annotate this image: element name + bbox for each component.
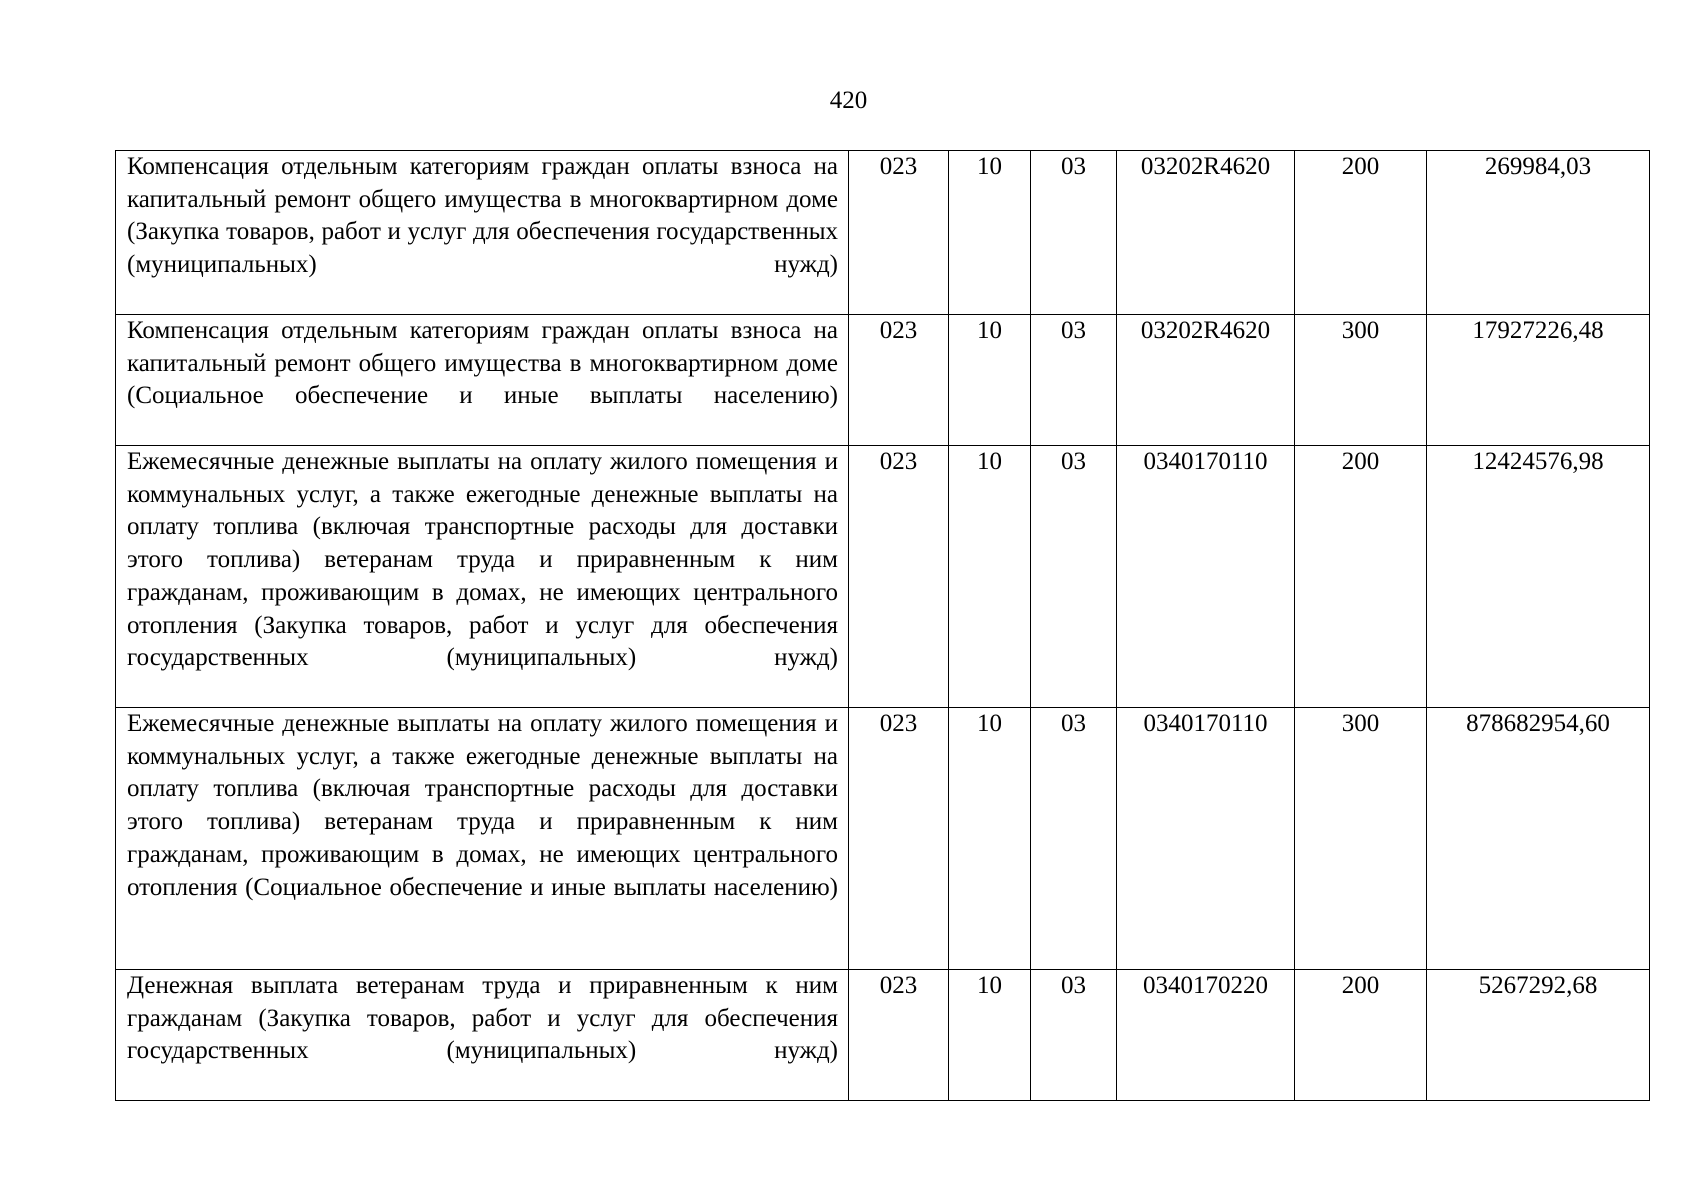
table-row	[116, 708, 1650, 970]
row-description: Ежемесячные денежные выплаты на оплату жилого помещения и коммунальных услуг, а также ежегодные денежные выплаты на оплату топлива (включая транспортные расходы для доставки этого топлива) ветеранам труда и приравненным к ним гражданам, проживающим в домах, не имеющих центрального отопления (Закупка товаров, работ и услуг для обеспечения государственных (муниципальных) нужд)	[116, 446, 849, 708]
row-amount: 5267292,68	[1427, 970, 1650, 1101]
row-amount: 17927226,48	[1427, 315, 1650, 446]
row-gr-code: 023	[849, 315, 949, 446]
row-pr-code: 03	[1031, 151, 1117, 315]
row-vr-code: 200	[1295, 151, 1427, 315]
row-pr-code: 03	[1031, 315, 1117, 446]
table-row	[116, 446, 1650, 708]
row-amount: 878682954,60	[1427, 708, 1650, 970]
table-row	[116, 970, 1650, 1101]
budget-table	[115, 150, 1650, 1101]
row-gr-code: 023	[849, 708, 949, 970]
row-amount: 12424576,98	[1427, 446, 1650, 708]
row-pr-code: 03	[1031, 446, 1117, 708]
row-vr-code: 200	[1295, 970, 1427, 1101]
row-rz-code: 10	[949, 446, 1031, 708]
row-csr-code: 0340170110	[1117, 446, 1295, 708]
row-description: Компенсация отдельным категориям граждан оплаты взноса на капитальный ремонт общего имущества в многоквартирном доме (Закупка товаров, работ и услуг для обеспечения государственных (муниципальных) нужд)	[116, 151, 849, 315]
row-vr-code: 300	[1295, 708, 1427, 970]
row-pr-code: 03	[1031, 970, 1117, 1101]
row-gr-code: 023	[849, 446, 949, 708]
row-description: Компенсация отдельным категориям граждан оплаты взноса на капитальный ремонт общего имущества в многоквартирном доме (Социальное обеспечение и иные выплаты населению)	[116, 315, 849, 446]
row-gr-code: 023	[849, 970, 949, 1101]
page-number: 420	[829, 87, 868, 114]
row-description: Ежемесячные денежные выплаты на оплату жилого помещения и коммунальных услуг, а также ежегодные денежные выплаты на оплату топлива (включая транспортные расходы для доставки этого топлива) ветеранам труда и приравненным к ним гражданам, проживающим в домах, не имеющих центрального отопления (Социальное обеспечение и иные выплаты населению)	[116, 708, 849, 970]
row-amount: 269984,03	[1427, 151, 1650, 315]
row-gr-code: 023	[849, 151, 949, 315]
row-csr-code: 03202R4620	[1117, 151, 1295, 315]
row-rz-code: 10	[949, 151, 1031, 315]
table-row	[116, 315, 1650, 446]
row-rz-code: 10	[949, 708, 1031, 970]
row-pr-code: 03	[1031, 708, 1117, 970]
row-csr-code: 03202R4620	[1117, 315, 1295, 446]
table-row	[116, 151, 1650, 315]
row-csr-code: 0340170220	[1117, 970, 1295, 1101]
row-vr-code: 300	[1295, 315, 1427, 446]
row-csr-code: 0340170110	[1117, 708, 1295, 970]
row-vr-code: 200	[1295, 446, 1427, 708]
row-description: Денежная выплата ветеранам труда и приравненным к ним гражданам (Закупка товаров, работ и услуг для обеспечения государственных (муниципальных) нужд)	[116, 970, 849, 1101]
row-rz-code: 10	[949, 315, 1031, 446]
row-rz-code: 10	[949, 970, 1031, 1101]
